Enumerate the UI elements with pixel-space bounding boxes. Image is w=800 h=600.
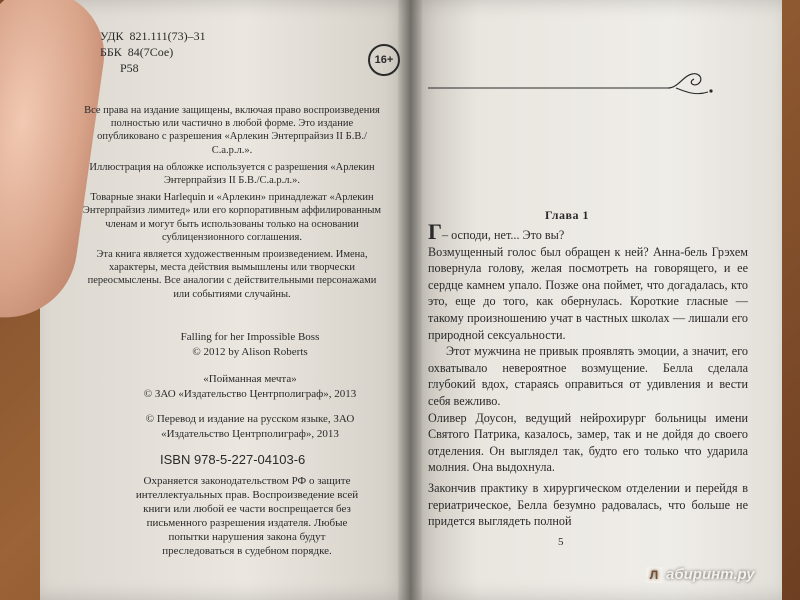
author-code: Р58 (120, 61, 139, 75)
flourish-ornament-icon (428, 62, 718, 102)
rights-block (82, 104, 382, 305)
rights-paragraph: Иллюстрация на обложке используется с разрешения «Арлекин Энтерпрайзиз II Б.В./С.а.р.л.». (89, 161, 375, 187)
age-rating-badge: 16+ (368, 44, 400, 76)
book-gutter (398, 0, 422, 600)
labirint-watermark (646, 566, 755, 583)
original-title: Falling for her Impossible Boss (180, 331, 320, 343)
rights-paragraph: Эта книга является художественным произведением. Имена, характеры, места действия вымышлены или творчески переосмыслены. Все аналогии с действительными персонажами или событиями случайны. (87, 249, 377, 300)
watermark-text: абиринт.ру (666, 566, 755, 583)
dropcap: Г (428, 219, 442, 244)
page-number: 5 (558, 536, 564, 548)
translation-copyright: © Перевод и издание на русском языке, ЗАО «Издательство Центрполиграф», 2013 (145, 413, 355, 440)
paragraph: Этот мужчина не привык проявлять эмоции, а значит, его охватывало невероятное возмущение. Белла сделала глубокий вдох, стараясь оправиться от удивления и вести себя вежливо. (428, 344, 748, 408)
rights-paragraph: Товарные знаки Harlequin и «Арлекин» принадлежат «Арлекин Энтерпрайзиз лимитед» или его корпоративным аффилированным членам и могут быть использованы только на основании сублицензионного соглашения. (82, 192, 382, 243)
udk-code: УДК 821.111(73)–31 (100, 29, 206, 43)
paragraph: Оливер Доусон, ведущий нейрохирург больницы имени Святого Патрика, казалось, замер, так и не дойдя до своего отделения. Он выглядел так, будто его только что ударила молния. Она выдохнула. (428, 410, 748, 475)
copyright-block (120, 330, 380, 446)
rights-paragraph: Все права на издание защищены, включая право воспроизведения полностью или частично в любой форме. Это издание опубликовано с разрешения «Арлекин Энтерпрайзиз II Б.В./С.а.р.л.». (84, 105, 380, 156)
chapter-title: Глава 1 (545, 208, 589, 222)
legal-notice: Охраняется законодательством РФ о защите интеллектуальных прав. Воспроизведение всей книги или любой ее части воспрещается без письменного разрешения издателя. Любые попытки нарушения закона будут преследоваться в судебном порядке. (135, 475, 359, 557)
labirint-logo-icon: Л (646, 567, 662, 583)
publisher-copyright: © ЗАО «Издательство Центрполиграф», 2013 (143, 388, 357, 400)
paragraph: Закончив практику в хирургическом отделении и перейдя в гериатрическое, Белла безумно радовалась, что больше не придется выглядеть полной (428, 480, 748, 529)
russian-title: «Пойманная мечта» (203, 373, 297, 385)
isbn: ISBN 978-5-227-04103-6 (160, 452, 306, 467)
bbk-code: ББК 84(7Сое) (100, 45, 174, 59)
library-codes (100, 28, 206, 76)
chapter-body (428, 219, 748, 530)
paragraph: Возмущенный голос был обращен к ней? Анна-бель Грэхем повернула голову, желая посмотреть на говорящего, и ее сердце камнем упало. Позже она поймет, что догадалась, кто это, еще до того, как обернулась. Короткие гласные — такому произношению учат в частных школах — лишали его природной сексуальности. (428, 244, 748, 342)
first-line: Г– осподи, нет... Это вы? (428, 219, 565, 244)
original-copyright: © 2012 by Alison Roberts (192, 346, 308, 358)
